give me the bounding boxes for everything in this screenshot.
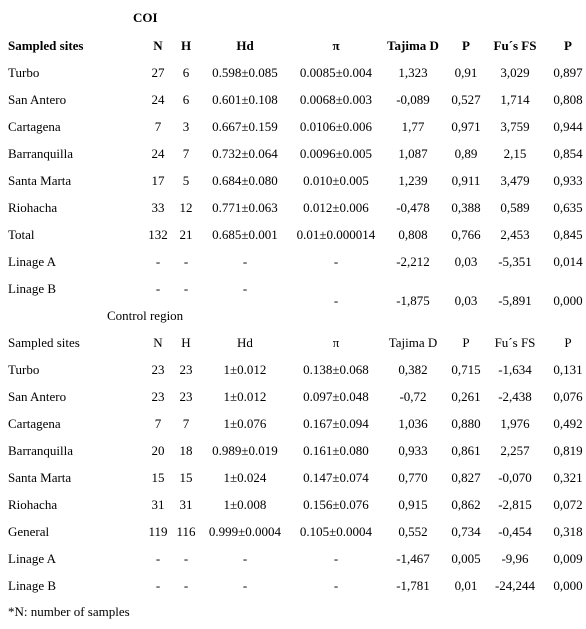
cell-p-tajima: 0,261 (451, 389, 481, 404)
cell-tajima-d: 0,552 (398, 524, 428, 539)
cell-site: Turbo (8, 65, 40, 80)
cell-tajima-d: 0,770 (398, 470, 428, 485)
header-tajima-d: Tajima D (387, 38, 439, 53)
cell-hd: 0.685±0.001 (212, 227, 278, 242)
header-h: H (180, 38, 192, 53)
cell-tajima-d: 1,087 (398, 146, 428, 161)
cell-tajima-d: 1,239 (398, 173, 428, 188)
cell-tajima-d: -0,089 (396, 92, 430, 107)
cell-h: 31 (179, 497, 193, 512)
cell-fu-fs: 3,029 (500, 65, 530, 80)
cell-tajima-d: -0,478 (396, 200, 430, 215)
cell-p-fu: 0,492 (553, 416, 583, 431)
cell-p-fu: 0,854 (553, 146, 583, 161)
cell-h: - (183, 281, 189, 296)
cell-site: Linage B (8, 281, 57, 296)
cell-p-fu: 0,014 (553, 254, 583, 269)
cell-n: - (155, 551, 161, 566)
cell-p-tajima: 0,971 (451, 119, 481, 134)
cell-hd: 0.989±0.019 (212, 443, 278, 458)
cell-h: 18 (179, 443, 193, 458)
cell-n: 20 (151, 443, 165, 458)
cell-site: Barranquilla (8, 443, 73, 458)
cell-pi: 0.138±0.068 (303, 362, 369, 377)
cell-pi: 0.0085±0.004 (299, 65, 373, 80)
cell-site: Riohacha (8, 497, 58, 512)
header-n: N (153, 335, 163, 350)
cell-p-fu: 0,000 (553, 578, 583, 593)
cell-n: 17 (151, 173, 165, 188)
cell-tajima-d: 1,323 (398, 65, 428, 80)
cell-fu-fs: -1,634 (498, 362, 532, 377)
cell-p-tajima: 0,880 (451, 416, 481, 431)
cell-n: 27 (151, 65, 165, 80)
cell-tajima-d: -1,781 (396, 578, 430, 593)
cell-tajima-d: 0,915 (398, 497, 428, 512)
cell-p-tajima: 0,715 (451, 362, 481, 377)
cell-p-fu: 0,819 (553, 443, 583, 458)
cell-p-tajima: 0,766 (451, 227, 481, 242)
cell-hd: 0.999±0.0004 (208, 524, 282, 539)
cell-site: Cartagena (8, 119, 61, 134)
cell-p-fu: 0,009 (553, 551, 583, 566)
cell-fu-fs: -0,454 (498, 524, 532, 539)
cell-site: Turbo (8, 362, 40, 377)
header-site: Sampled sites (8, 38, 84, 53)
cell-hd: 1±0.024 (223, 470, 267, 485)
cell-p-fu: 0,000 (553, 293, 583, 308)
header-h: H (181, 335, 191, 350)
cell-site: Cartagena (8, 416, 61, 431)
cell-n: 24 (151, 146, 165, 161)
cell-tajima-d: -1,467 (396, 551, 430, 566)
cell-pi: 0.0068±0.003 (299, 92, 373, 107)
cell-p-tajima: 0,005 (451, 551, 481, 566)
cell-fu-fs: 2,257 (500, 443, 530, 458)
cell-p-tajima: 0,01 (454, 578, 478, 593)
cell-pi: 0.105±0.0004 (299, 524, 373, 539)
header-pi: π (332, 38, 340, 53)
cell-p-tajima: 0,527 (451, 92, 481, 107)
cell-h: 6 (182, 65, 190, 80)
cell-h: 12 (179, 200, 193, 215)
header-p-tajima: P (462, 335, 470, 350)
cell-h: 6 (182, 92, 190, 107)
cell-p-tajima: 0,861 (451, 443, 481, 458)
cell-fu-fs: 3,479 (500, 173, 530, 188)
coi-title: COI (133, 10, 158, 25)
cell-p-tajima: 0,03 (454, 293, 478, 308)
cell-h: - (183, 578, 189, 593)
cell-pi: 0.147±0.074 (303, 470, 369, 485)
cell-p-tajima: 0,03 (454, 254, 478, 269)
cell-p-tajima: 0,827 (451, 470, 481, 485)
cell-p-fu: 0,321 (553, 470, 583, 485)
cell-p-tajima: 0,388 (451, 200, 481, 215)
header-hd: Hd (237, 335, 253, 350)
cell-p-fu: 0,933 (553, 173, 583, 188)
cell-site: San Antero (8, 92, 67, 107)
cell-site: Santa Marta (8, 173, 72, 188)
header-site: Sampled sites (8, 335, 80, 350)
cell-pi: 0.167±0.094 (303, 416, 369, 431)
cell-fu-fs: 0,589 (500, 200, 530, 215)
cell-hd: 1±0.076 (223, 416, 267, 431)
cell-h: 23 (179, 362, 193, 377)
cell-hd: 1±0.008 (223, 497, 267, 512)
header-n: N (153, 38, 163, 53)
cell-tajima-d: 0,382 (398, 362, 428, 377)
cell-site: San Antero (8, 389, 67, 404)
cell-p-tajima: 0,911 (451, 173, 481, 188)
cell-pi: 0.012±0.006 (303, 200, 369, 215)
header-p-fu: P (564, 335, 572, 350)
cell-h: 5 (182, 173, 190, 188)
cell-fu-fs: 1,714 (500, 92, 530, 107)
header-tajima-d: Tajima D (388, 335, 438, 350)
cell-tajima-d: 0,808 (398, 227, 428, 242)
cell-fu-fs: -5,351 (498, 254, 532, 269)
cell-n: - (155, 578, 161, 593)
cell-hd: - (242, 254, 248, 269)
cell-site: Barranquilla (8, 146, 73, 161)
cell-site: Linage A (8, 254, 57, 269)
cell-hd: 0.684±0.080 (212, 173, 278, 188)
header-hd: Hd (236, 38, 254, 53)
cell-h: 21 (179, 227, 193, 242)
cell-p-tajima: 0,89 (454, 146, 478, 161)
cell-hd: 1±0.012 (223, 389, 267, 404)
cell-p-fu: 0,076 (553, 389, 583, 404)
cell-tajima-d: 0,933 (398, 443, 428, 458)
cell-n: 119 (148, 524, 168, 539)
cell-n: - (155, 254, 161, 269)
cell-p-tajima: 0,91 (454, 65, 478, 80)
cell-fu-fs: -5,891 (498, 293, 532, 308)
cell-n: 23 (151, 389, 165, 404)
cell-pi: - (333, 254, 339, 269)
cell-site: Riohacha (8, 200, 58, 215)
cell-fu-fs: -2,438 (498, 389, 532, 404)
cell-fu-fs: 2,453 (500, 227, 530, 242)
cell-hd: 0.598±0.085 (212, 65, 278, 80)
cell-hd: 0.601±0.108 (212, 92, 278, 107)
cell-fu-fs: -24,244 (494, 578, 536, 593)
cell-n: 24 (151, 92, 165, 107)
cell-tajima-d: -2,212 (396, 254, 430, 269)
cell-site: Santa Marta (8, 470, 72, 485)
header-pi: π (332, 335, 340, 350)
cell-site: Linage A (8, 551, 57, 566)
control-region-title: Control region (107, 308, 184, 323)
cell-p-fu: 0,808 (553, 92, 583, 107)
cell-site: Total (8, 227, 35, 242)
cell-n: 15 (151, 470, 165, 485)
cell-pi: 0.010±0.005 (303, 173, 369, 188)
cell-p-fu: 0,635 (553, 200, 583, 215)
cell-pi: 0.156±0.076 (303, 497, 369, 512)
cell-fu-fs: -2,815 (498, 497, 532, 512)
cell-p-fu: 0,072 (553, 497, 583, 512)
cell-h: 23 (179, 389, 193, 404)
cell-n: 7 (154, 119, 162, 134)
cell-pi: 0.097±0.048 (303, 389, 369, 404)
cell-h: 7 (182, 146, 190, 161)
cell-fu-fs: 2,15 (503, 146, 527, 161)
cell-hd: 0.732±0.064 (212, 146, 278, 161)
footnote: *N: number of samples (8, 604, 130, 619)
cell-h: 7 (182, 416, 190, 431)
cell-n: 132 (148, 227, 168, 242)
cell-p-fu: 0,131 (553, 362, 583, 377)
cell-p-fu: 0,318 (553, 524, 583, 539)
header-fu-fs: Fu´s FS (493, 38, 537, 53)
cell-hd: 1±0.012 (223, 362, 267, 377)
cell-hd: 0.771±0.063 (212, 200, 278, 215)
cell-hd: 0.667±0.159 (212, 119, 278, 134)
cell-p-fu: 0,845 (553, 227, 583, 242)
cell-hd: - (242, 578, 248, 593)
cell-n: 7 (154, 416, 162, 431)
header-p-tajima: P (462, 38, 470, 53)
cell-site: General (8, 524, 50, 539)
cell-h: 116 (176, 524, 196, 539)
cell-h: 15 (179, 470, 193, 485)
cell-site: Linage B (8, 578, 57, 593)
cell-tajima-d: -0,72 (399, 389, 427, 404)
cell-h: 3 (182, 119, 190, 134)
cell-pi: 0.01±0.000014 (296, 227, 376, 242)
cell-p-tajima: 0,734 (451, 524, 481, 539)
cell-fu-fs: -0,070 (498, 470, 532, 485)
cell-tajima-d: -1,875 (396, 293, 430, 308)
cell-n: 23 (151, 362, 165, 377)
cell-fu-fs: 3,759 (500, 119, 530, 134)
cell-pi: - (333, 551, 339, 566)
cell-hd: - (242, 551, 248, 566)
cell-n: 33 (151, 200, 165, 215)
cell-pi: - (333, 578, 339, 593)
cell-pi: - (333, 293, 339, 308)
cell-tajima-d: 1,036 (398, 416, 428, 431)
cell-hd: - (242, 281, 248, 296)
cell-p-fu: 0,897 (553, 65, 583, 80)
header-p-fu: P (564, 38, 572, 53)
cell-p-tajima: 0,862 (451, 497, 481, 512)
cell-p-fu: 0,944 (553, 119, 583, 134)
cell-tajima-d: 1,77 (401, 119, 425, 134)
cell-pi: 0.0106±0.006 (299, 119, 373, 134)
cell-fu-fs: 1,976 (500, 416, 530, 431)
cell-pi: 0.161±0.080 (303, 443, 369, 458)
cell-fu-fs: -9,96 (501, 551, 529, 566)
cell-pi: 0.0096±0.005 (299, 146, 373, 161)
cell-h: - (183, 254, 189, 269)
cell-h: - (183, 551, 189, 566)
header-fu-fs: Fu´s FS (494, 335, 536, 350)
cell-n: - (155, 281, 161, 296)
cell-n: 31 (151, 497, 165, 512)
